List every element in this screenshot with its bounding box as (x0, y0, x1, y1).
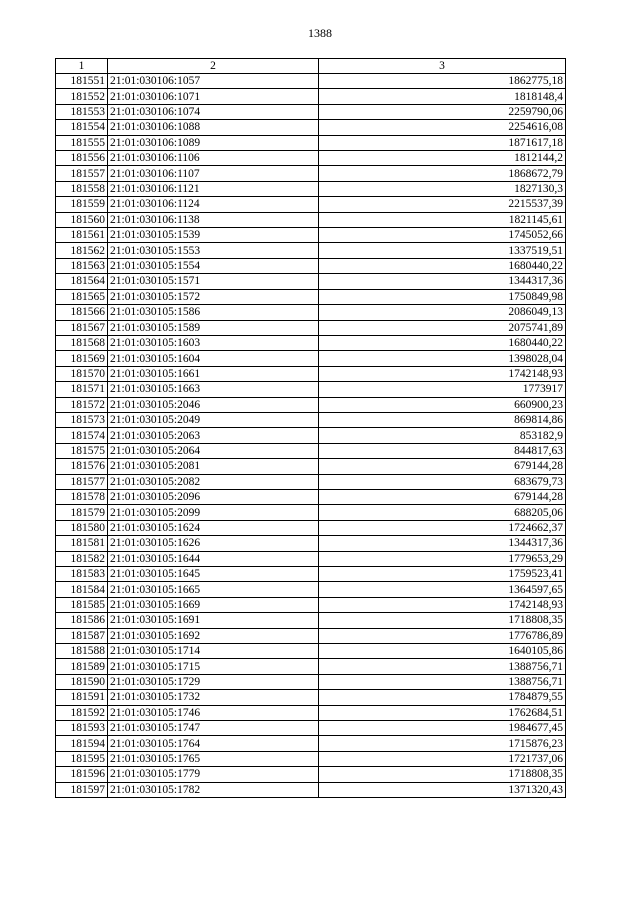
row-number-cell: 181551 (56, 74, 108, 89)
cadastral-number-cell: 21:01:030106:1071 (108, 89, 319, 104)
table-row (56, 120, 566, 135)
cadastral-value-cell: 1779653,29 (319, 551, 566, 566)
cadastral-number-cell: 21:01:030105:1665 (108, 582, 319, 597)
cadastral-number-cell: 21:01:030105:1554 (108, 258, 319, 273)
cadastral-number-cell: 21:01:030106:1106 (108, 151, 319, 166)
cadastral-value-cell: 1718808,35 (319, 613, 566, 628)
cadastral-number-cell: 21:01:030105:2081 (108, 459, 319, 474)
cadastral-value-cell: 844817,63 (319, 443, 566, 458)
table-row (56, 567, 566, 582)
cadastral-number-cell: 21:01:030105:1765 (108, 751, 319, 766)
cadastral-value-cell: 2259790,06 (319, 104, 566, 119)
cadastral-number-cell: 21:01:030105:1715 (108, 659, 319, 674)
row-number-cell: 181587 (56, 628, 108, 643)
table-row (56, 674, 566, 689)
cadastral-number-cell: 21:01:030106:1089 (108, 135, 319, 150)
cadastral-number-cell: 21:01:030105:1732 (108, 690, 319, 705)
table-row (56, 197, 566, 212)
table-row (56, 782, 566, 797)
row-number-cell: 181592 (56, 705, 108, 720)
row-number-cell: 181570 (56, 366, 108, 381)
table-row (56, 274, 566, 289)
row-number-cell: 181564 (56, 274, 108, 289)
table-row (56, 74, 566, 89)
table-row (56, 243, 566, 258)
column-header-number: 1 (56, 59, 108, 74)
table-row (56, 228, 566, 243)
cadastral-value-cell: 1862775,18 (319, 74, 566, 89)
table-row (56, 751, 566, 766)
cadastral-value-cell: 1742148,93 (319, 597, 566, 612)
cadastral-number-cell: 21:01:030106:1138 (108, 212, 319, 227)
cadastral-number-cell: 21:01:030105:1624 (108, 520, 319, 535)
table-row (56, 89, 566, 104)
cadastral-value-cell: 1640105,86 (319, 644, 566, 659)
row-number-cell: 181571 (56, 382, 108, 397)
cadastral-number-cell: 21:01:030105:1572 (108, 289, 319, 304)
row-number-cell: 181562 (56, 243, 108, 258)
cadastral-number-cell: 21:01:030105:1714 (108, 644, 319, 659)
cadastral-value-cell: 679144,28 (319, 489, 566, 504)
table-row (56, 382, 566, 397)
cadastral-value-cell: 1868672,79 (319, 166, 566, 181)
cadastral-value-cell: 679144,28 (319, 459, 566, 474)
row-number-cell: 181596 (56, 767, 108, 782)
cadastral-number-cell: 21:01:030106:1107 (108, 166, 319, 181)
cadastral-value-cell: 1680440,22 (319, 258, 566, 273)
cadastral-number-cell: 21:01:030105:1782 (108, 782, 319, 797)
cadastral-value-cell: 1984677,45 (319, 721, 566, 736)
row-number-cell: 181578 (56, 489, 108, 504)
cadastral-number-cell: 21:01:030105:1626 (108, 536, 319, 551)
table-row (56, 520, 566, 535)
cadastral-number-cell: 21:01:030105:1571 (108, 274, 319, 289)
cadastral-value-cell: 1364597,65 (319, 582, 566, 597)
table-row (56, 505, 566, 520)
cadastral-number-cell: 21:01:030105:1644 (108, 551, 319, 566)
cadastral-value-cell: 1344317,36 (319, 274, 566, 289)
row-number-cell: 181595 (56, 751, 108, 766)
row-number-cell: 181568 (56, 335, 108, 350)
table-row (56, 397, 566, 412)
cadastral-number-cell: 21:01:030105:2082 (108, 474, 319, 489)
row-number-cell: 181574 (56, 428, 108, 443)
cadastral-value-cell: 688205,06 (319, 505, 566, 520)
cadastral-value-cell: 869814,86 (319, 412, 566, 427)
row-number-cell: 181573 (56, 412, 108, 427)
cadastral-number-cell: 21:01:030105:1747 (108, 721, 319, 736)
table-row (56, 289, 566, 304)
cadastral-value-cell: 1762684,51 (319, 705, 566, 720)
cadastral-value-cell: 1344317,36 (319, 536, 566, 551)
table-row (56, 166, 566, 181)
cadastral-value-cell: 1812144,2 (319, 151, 566, 166)
row-number-cell: 181552 (56, 89, 108, 104)
cadastral-value-cell: 1718808,35 (319, 767, 566, 782)
table-row (56, 258, 566, 273)
cadastral-number-cell: 21:01:030105:2049 (108, 412, 319, 427)
cadastral-number-cell: 21:01:030105:2099 (108, 505, 319, 520)
cadastral-value-cell: 1818148,4 (319, 89, 566, 104)
row-number-cell: 181557 (56, 166, 108, 181)
row-number-cell: 181584 (56, 582, 108, 597)
cadastral-number-cell: 21:01:030105:1779 (108, 767, 319, 782)
table-row (56, 335, 566, 350)
cadastral-value-cell: 1388756,71 (319, 674, 566, 689)
cadastral-value-cell: 2075741,89 (319, 320, 566, 335)
cadastral-value-cell: 1398028,04 (319, 351, 566, 366)
row-number-cell: 181565 (56, 289, 108, 304)
row-number-cell: 181567 (56, 320, 108, 335)
row-number-cell: 181582 (56, 551, 108, 566)
table-row (56, 151, 566, 166)
row-number-cell: 181566 (56, 305, 108, 320)
cadastral-value-cell: 1721737,06 (319, 751, 566, 766)
cadastral-value-cell: 853182,9 (319, 428, 566, 443)
table-row (56, 659, 566, 674)
row-number-cell: 181561 (56, 228, 108, 243)
row-number-cell: 181591 (56, 690, 108, 705)
table-row (56, 536, 566, 551)
cadastral-value-cell: 2086049,13 (319, 305, 566, 320)
cadastral-number-cell: 21:01:030106:1057 (108, 74, 319, 89)
row-number-cell: 181594 (56, 736, 108, 751)
cadastral-number-cell: 21:01:030106:1088 (108, 120, 319, 135)
cadastral-number-cell: 21:01:030106:1074 (108, 104, 319, 119)
row-number-cell: 181572 (56, 397, 108, 412)
table-header-row (56, 59, 566, 74)
cadastral-number-cell: 21:01:030105:1645 (108, 567, 319, 582)
cadastral-value-cell: 1776786,89 (319, 628, 566, 643)
cadastral-number-cell: 21:01:030105:1691 (108, 613, 319, 628)
cadastral-value-cell: 1680440,22 (319, 335, 566, 350)
table-row (56, 582, 566, 597)
cadastral-number-cell: 21:01:030105:1669 (108, 597, 319, 612)
cadastral-value-cell: 1773917 (319, 382, 566, 397)
table-row (56, 721, 566, 736)
row-number-cell: 181586 (56, 613, 108, 628)
row-number-cell: 181563 (56, 258, 108, 273)
cadastral-number-cell: 21:01:030105:2096 (108, 489, 319, 504)
cadastral-number-cell: 21:01:030105:1553 (108, 243, 319, 258)
cadastral-value-cell: 660900,23 (319, 397, 566, 412)
row-number-cell: 181589 (56, 659, 108, 674)
cadastral-number-cell: 21:01:030105:2064 (108, 443, 319, 458)
cadastral-value-cell: 1745052,66 (319, 228, 566, 243)
page-number: 1388 (308, 26, 332, 40)
cadastral-value-cell: 1724662,37 (319, 520, 566, 535)
table-body (56, 74, 566, 798)
row-number-cell: 181580 (56, 520, 108, 535)
table-row (56, 705, 566, 720)
row-number-cell: 181579 (56, 505, 108, 520)
table-row (56, 351, 566, 366)
cadastral-number-cell: 21:01:030105:1604 (108, 351, 319, 366)
table-row (56, 474, 566, 489)
cadastral-number-cell: 21:01:030105:1764 (108, 736, 319, 751)
table-row (56, 212, 566, 227)
cadastral-number-cell: 21:01:030105:1603 (108, 335, 319, 350)
column-header-cadastral-number: 2 (108, 59, 319, 74)
row-number-cell: 181593 (56, 721, 108, 736)
cadastral-value-cell: 1715876,23 (319, 736, 566, 751)
table-row (56, 690, 566, 705)
table-row (56, 459, 566, 474)
table-row (56, 489, 566, 504)
cadastral-value-cell: 1759523,41 (319, 567, 566, 582)
table-row (56, 644, 566, 659)
cadastral-value-cell: 1388756,71 (319, 659, 566, 674)
table-row (56, 135, 566, 150)
cadastral-number-cell: 21:01:030105:1589 (108, 320, 319, 335)
row-number-cell: 181559 (56, 197, 108, 212)
cadastral-value-cell: 1821145,61 (319, 212, 566, 227)
table-row (56, 305, 566, 320)
row-number-cell: 181553 (56, 104, 108, 119)
cadastral-value-cell: 1750849,98 (319, 289, 566, 304)
cadastral-value-cell: 1742148,93 (319, 366, 566, 381)
cadastral-number-cell: 21:01:030105:1586 (108, 305, 319, 320)
cadastral-number-cell: 21:01:030105:1539 (108, 228, 319, 243)
cadastral-value-cell: 1871617,18 (319, 135, 566, 150)
table-row (56, 613, 566, 628)
table-row (56, 366, 566, 381)
table-row (56, 443, 566, 458)
row-number-cell: 181583 (56, 567, 108, 582)
table-row (56, 597, 566, 612)
cadastral-number-cell: 21:01:030105:1729 (108, 674, 319, 689)
row-number-cell: 181597 (56, 782, 108, 797)
cadastral-value-cell: 2215537,39 (319, 197, 566, 212)
cadastral-value-cell: 1784879,55 (319, 690, 566, 705)
row-number-cell: 181581 (56, 536, 108, 551)
row-number-cell: 181560 (56, 212, 108, 227)
cadastral-value-cell: 1371320,43 (319, 782, 566, 797)
cadastral-value-table (55, 58, 566, 798)
cadastral-value-cell: 2254616,08 (319, 120, 566, 135)
table-row (56, 551, 566, 566)
cadastral-value-cell: 1337519,51 (319, 243, 566, 258)
row-number-cell: 181569 (56, 351, 108, 366)
cadastral-value-cell: 683679,73 (319, 474, 566, 489)
row-number-cell: 181585 (56, 597, 108, 612)
cadastral-number-cell: 21:01:030106:1124 (108, 197, 319, 212)
table-row (56, 628, 566, 643)
cadastral-number-cell: 21:01:030105:1661 (108, 366, 319, 381)
cadastral-number-cell: 21:01:030105:1746 (108, 705, 319, 720)
table-row (56, 767, 566, 782)
cadastral-number-cell: 21:01:030106:1121 (108, 181, 319, 196)
row-number-cell: 181588 (56, 644, 108, 659)
row-number-cell: 181555 (56, 135, 108, 150)
cadastral-number-cell: 21:01:030105:1692 (108, 628, 319, 643)
table-row (56, 736, 566, 751)
table-row (56, 428, 566, 443)
row-number-cell: 181558 (56, 181, 108, 196)
row-number-cell: 181590 (56, 674, 108, 689)
cadastral-number-cell: 21:01:030105:1663 (108, 382, 319, 397)
row-number-cell: 181576 (56, 459, 108, 474)
cadastral-number-cell: 21:01:030105:2046 (108, 397, 319, 412)
row-number-cell: 181554 (56, 120, 108, 135)
table-row (56, 104, 566, 119)
column-header-value: 3 (319, 59, 566, 74)
row-number-cell: 181577 (56, 474, 108, 489)
row-number-cell: 181556 (56, 151, 108, 166)
table-row (56, 181, 566, 196)
row-number-cell: 181575 (56, 443, 108, 458)
cadastral-value-cell: 1827130,3 (319, 181, 566, 196)
table-row (56, 320, 566, 335)
cadastral-number-cell: 21:01:030105:2063 (108, 428, 319, 443)
table-row (56, 412, 566, 427)
